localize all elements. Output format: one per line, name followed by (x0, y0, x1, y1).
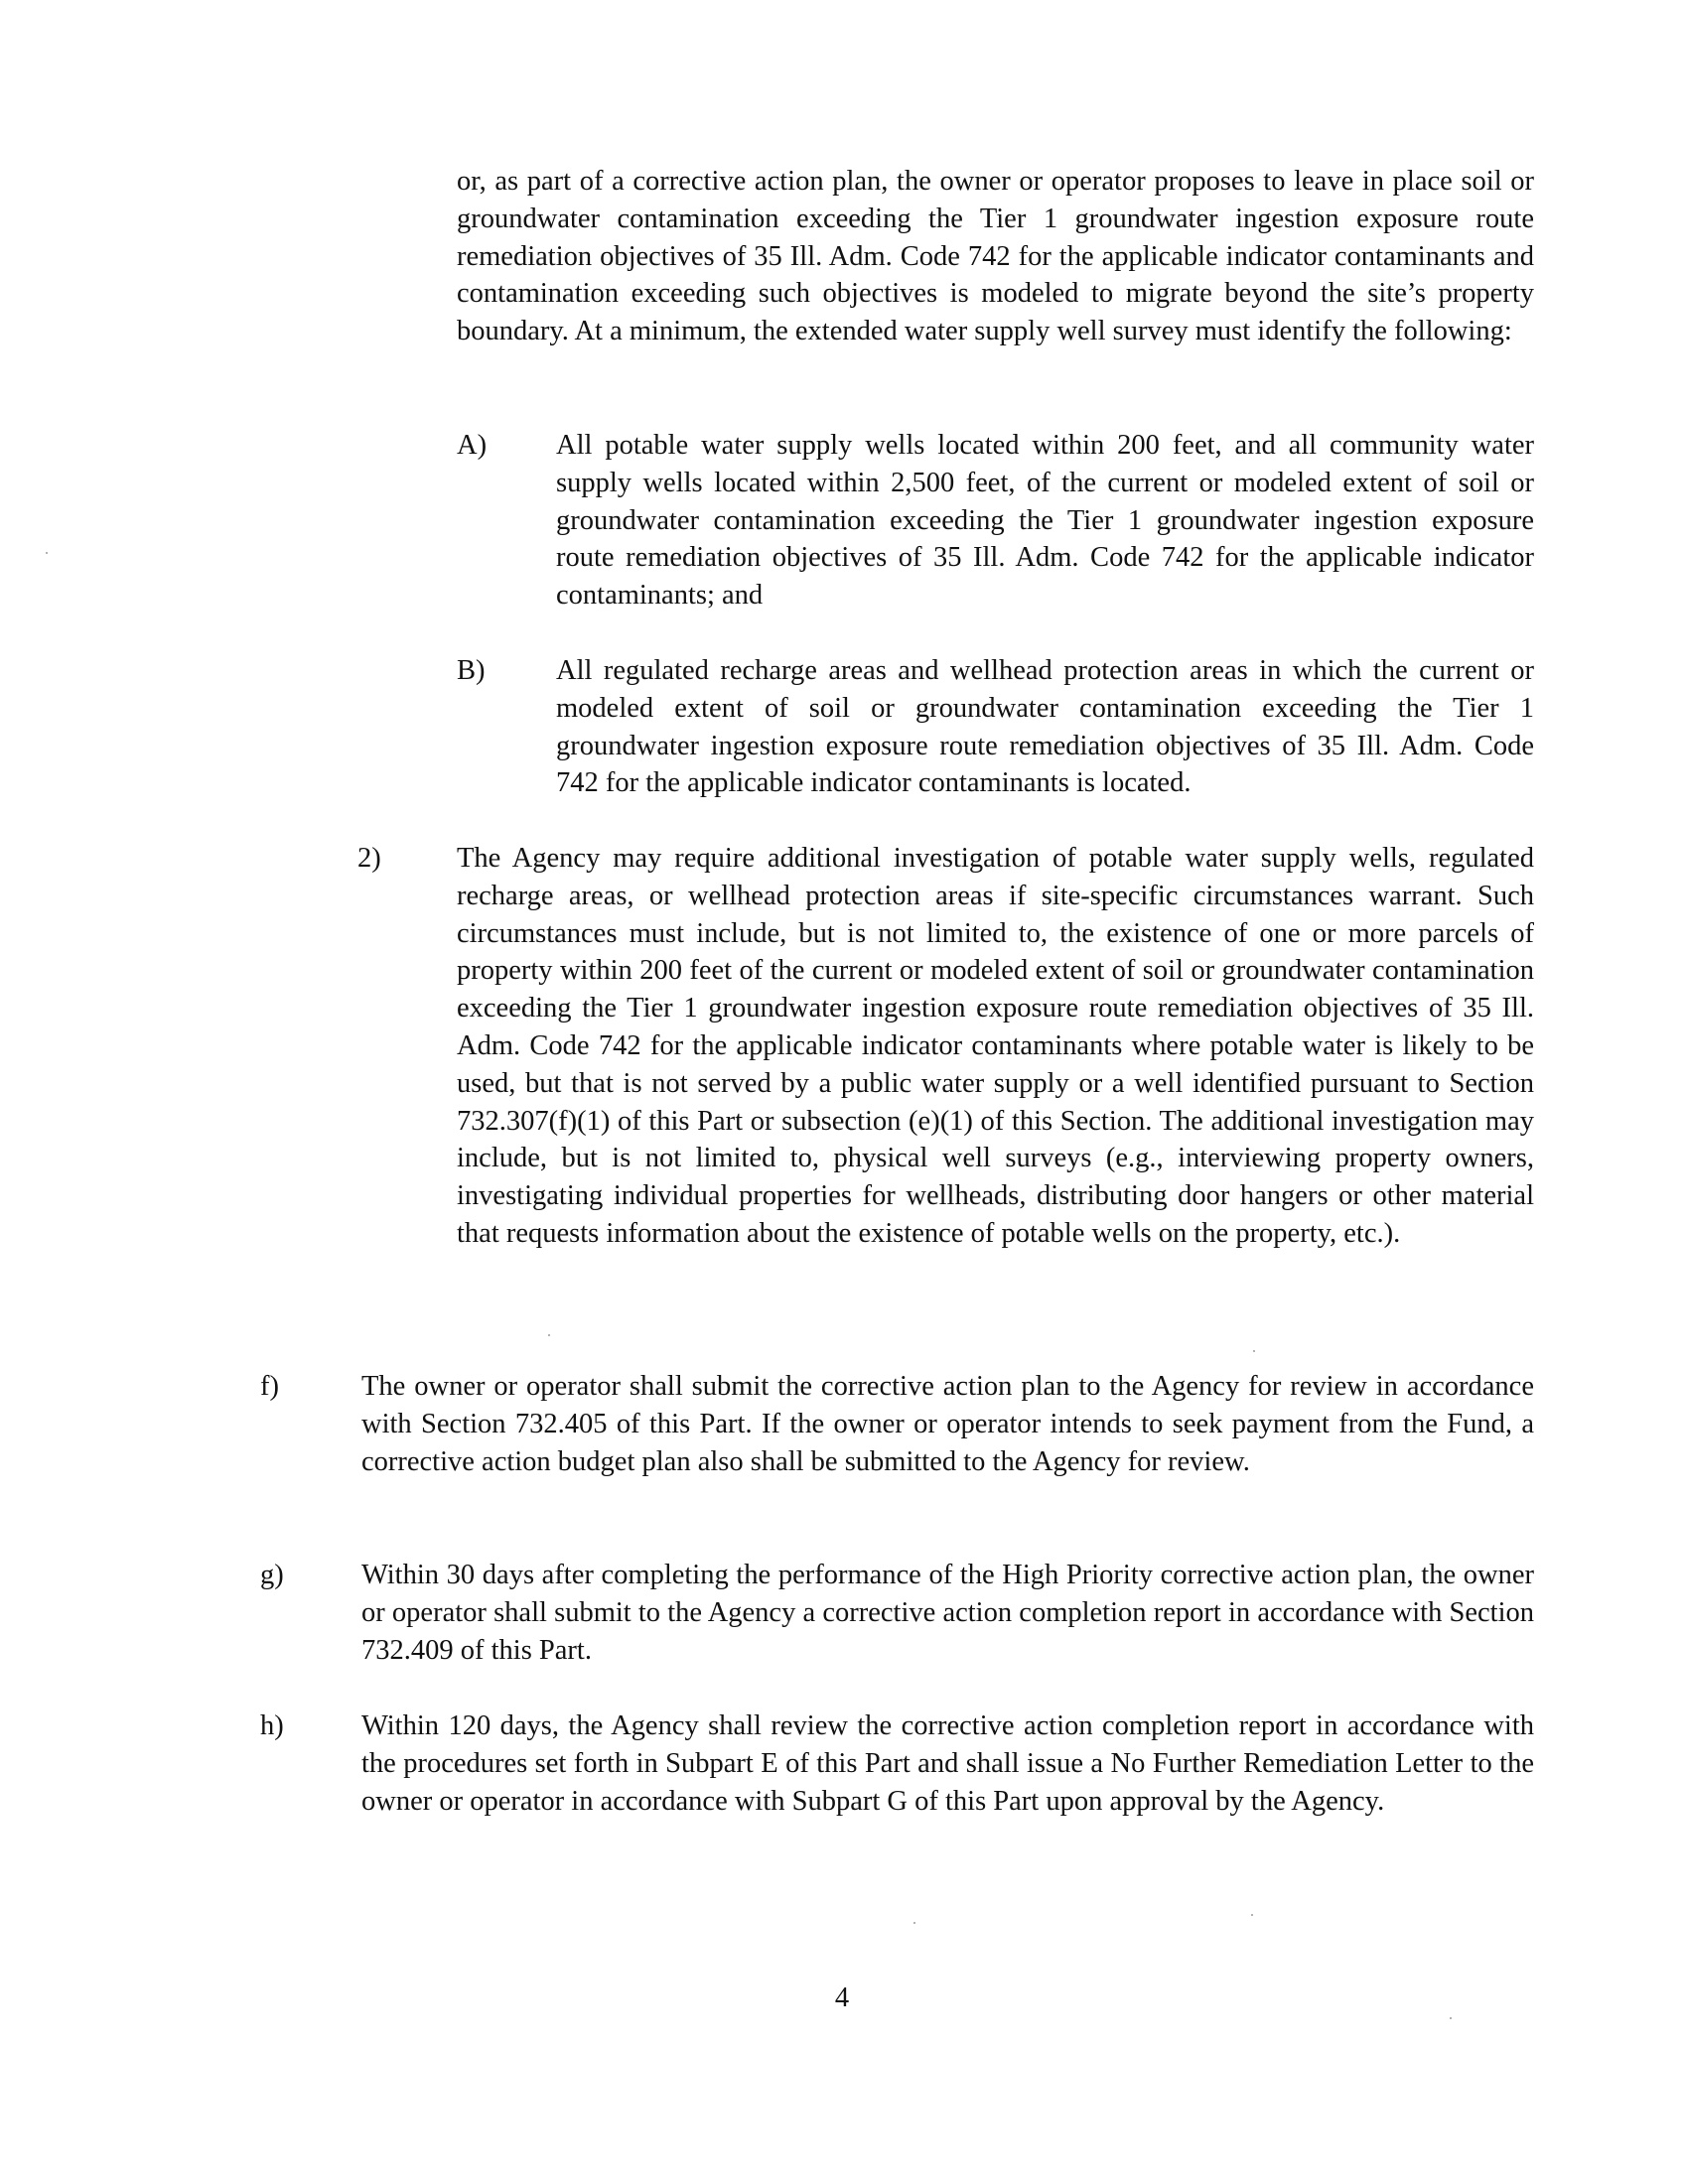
sub-item-b-text: All regulated recharge areas and wellhead protection areas in which the current or modeled extent of soil or groundwater contamination exceeding the Tier 1 groundwater ingestion exposure route remediation objectives of 35 Ill. Adm. Code 742 for the applicable indicator contaminants is located. (556, 655, 1534, 799)
section-f-label: f) (260, 1371, 279, 1402)
item-2-text: The Agency may require additional investigation of potable water supply wells, regulated recharge areas, or wellhead protection areas if site-specific circumstances warrant. Such circumstances must include, but is not limited to, the existence of one or more parcels of property within 200 feet of the current or modeled extent of soil or groundwater contamination exceeding the Tier 1 groundwater ingestion exposure route remediation objectives of 35 Ill. Adm. Code 742 for the applicable indicator contaminants where potable water is likely to be used, but that is not served by a public water supply or a well identified pursuant to Section 732.307(f)(1) of this Part or subsection (e)(1) of this Section. The additional investigation may include, but is not limited to, physical well surveys (e.g., interviewing property owners, investigating individual properties for wellheads, distributing door hangers or other material that requests information about the existence of potable wells on the property, etc.). (457, 843, 1534, 1249)
scan-speck (46, 552, 48, 554)
scan-speck (913, 1922, 915, 1924)
scan-speck (1253, 1350, 1255, 1352)
page-number: 4 (834, 1982, 850, 2013)
section-h-label: h) (260, 1710, 284, 1741)
sub-item-a-label: A) (457, 430, 488, 461)
section-f-text: The owner or operator shall submit the corrective action plan to the Agency for review in accordance with Section 732.405 of this Part. If the owner or operator intends to seek payment from the Fund, a corrective action budget plan also shall be submitted to the Agency for review. (361, 1371, 1534, 1477)
section-h-text: Within 120 days, the Agency shall review the corrective action completion report in accordance with the procedures set forth in Subpart E of this Part and shall issue a No Further Remediation Letter to the owner or operator in accordance with Subpart G of this Part upon approval by the Agency. (361, 1710, 1534, 1817)
section-g-label: g) (260, 1560, 284, 1590)
scan-speck (548, 1334, 550, 1336)
sub-item-b-label: B) (457, 655, 486, 686)
section-g-text: Within 30 days after completing the performance of the High Priority corrective action plan, the owner or operator shall submit to the Agency a corrective action completion report in accordance with Section 732.409 of this Part. (361, 1560, 1534, 1666)
intro-paragraph: or, as part of a corrective action plan, the owner or operator proposes to leave in place soil or groundwater contamination exceeding the Tier 1 groundwater ingestion exposure route remediation objectives of 35 Ill. Adm. Code 742 for the applicable indicator contaminants and contamination exceeding such objectives is modeled to migrate beyond the site’s property boundary. At a minimum, the extended water supply well survey must identify the following: (457, 166, 1534, 347)
sub-item-a-text: All potable water supply wells located within 200 feet, and all community water supply wells located within 2,500 feet, of the current or modeled extent of soil or groundwater contamination exceeding the Tier 1 groundwater ingestion exposure route remediation objectives of 35 Ill. Adm. Code 742 for the applicable indicator contaminants; and (556, 430, 1534, 612)
item-2-label: 2) (357, 843, 381, 874)
scan-speck (1251, 1914, 1253, 1916)
scan-speck (1450, 2017, 1452, 2019)
